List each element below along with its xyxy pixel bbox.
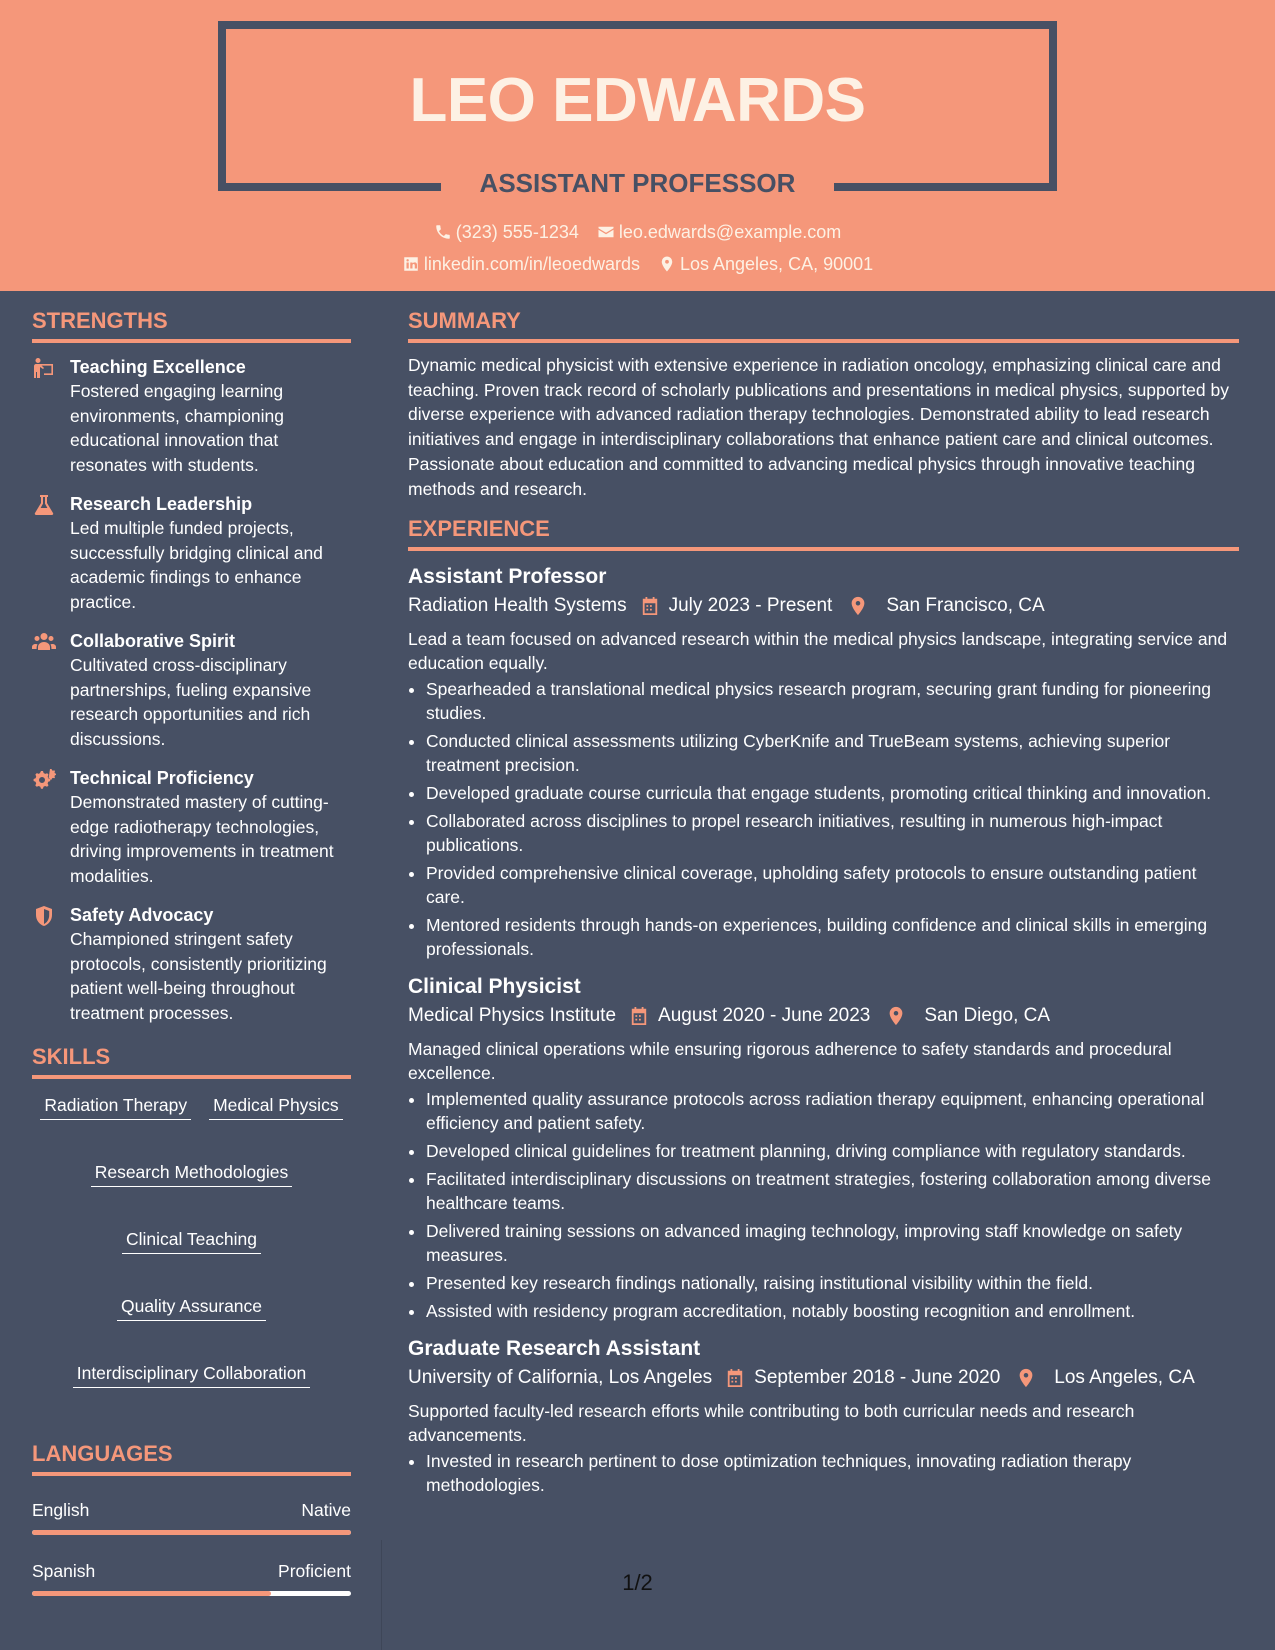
strength-item: [32, 766, 351, 888]
summary-heading: SUMMARY: [408, 307, 1239, 343]
job-bullet: • Invested in research pertinent to dose optimization techniques, innovating radiation therapy methodologies.: [426, 1449, 1239, 1497]
calendar-icon: [630, 1006, 648, 1026]
job-meta: [408, 591, 1239, 621]
strength-description: Cultivated cross-disciplinary partnerships, fueling expansive research opportunities and rich discussions.: [70, 655, 312, 749]
location-contact: [658, 252, 873, 276]
job-role: Assistant Professor: [408, 565, 607, 589]
job-bullet: • Delivered training sessions on advanced imaging technology, improving staff knowledge on safety measures.: [426, 1219, 1239, 1267]
flask-icon: [32, 492, 56, 614]
contact-row: [0, 220, 1275, 244]
job-bullet: • Assisted with residency program accreditation, notably boosting recognition and enrollment.: [426, 1299, 1239, 1323]
job-bullet: • Developed clinical guidelines for treatment planning, driving compliance with regulatory standards.: [426, 1139, 1239, 1163]
page-number: 1/2: [622, 1570, 653, 1595]
location-text: Los Angeles, CA, 90001: [679, 254, 874, 274]
skill-tag: Clinical Teaching: [122, 1227, 261, 1254]
left-column: [32, 307, 351, 1620]
shield-icon: [32, 903, 56, 1025]
linkedin-icon: [402, 255, 420, 273]
envelope-icon: [597, 223, 615, 241]
resume-header: [0, 0, 1275, 291]
map-pin-icon: [658, 255, 676, 273]
right-column: [408, 307, 1239, 1509]
job-meta: [408, 1001, 1239, 1031]
strength-item: [32, 355, 351, 477]
skills-heading: SKILLS: [32, 1043, 351, 1079]
job-location: San Francisco, CA: [886, 595, 1045, 617]
skill-tag: Quality Assurance: [117, 1294, 266, 1321]
job-entry: [408, 973, 1239, 1323]
language-name: Spanish: [32, 1561, 96, 1581]
job-bullet: • Implemented quality assurance protocols across radiation therapy equipment, enhancing operational efficiency and patient safety.: [426, 1087, 1239, 1135]
calendar-icon: [641, 596, 659, 616]
language-item: [32, 1498, 351, 1535]
map-pin-icon: [888, 1006, 904, 1026]
email-contact[interactable]: [597, 220, 841, 244]
job-dates: September 2018 - June 2020: [754, 1367, 1001, 1389]
strength-item: [32, 492, 351, 614]
contact-row: [0, 252, 1275, 276]
strength-title: Technical Proficiency: [70, 768, 254, 788]
job-bullet: • Presented key research findings nationally, raising institutional visibility within the field.: [426, 1271, 1239, 1295]
job-bullet: • Developed graduate course curricula that engage students, promoting critical thinking and innovation.: [426, 781, 1239, 805]
job-bullet: • Collaborated across disciplines to propel research initiatives, resulting in numerous high-impact publications.: [426, 809, 1239, 857]
gears-icon: [32, 766, 56, 888]
skill-tag: Interdisciplinary Collaboration: [73, 1361, 311, 1388]
strength-description: Led multiple funded projects, successfully bridging clinical and academic findings to enhance practice.: [70, 518, 323, 612]
job-entry: [408, 1335, 1239, 1497]
job-bullet: • Mentored residents through hands-on experiences, building confidence and clinical skills in emerging professionals.: [426, 913, 1239, 961]
strength-title: Collaborative Spirit: [70, 631, 236, 651]
job-location: San Diego, CA: [924, 1005, 1051, 1027]
strength-title: Research Leadership: [70, 494, 253, 514]
strength-title: Teaching Excellence: [70, 357, 246, 377]
job-entry: [408, 563, 1239, 961]
strength-item: [32, 903, 351, 1025]
strength-title: Safety Advocacy: [70, 905, 214, 925]
calendar-icon: [726, 1368, 744, 1388]
job-bullets: [408, 677, 1239, 961]
linkedin-contact[interactable]: [402, 252, 640, 276]
phone-icon: [434, 223, 452, 241]
experience-list: [408, 563, 1239, 1497]
strength-item: [32, 629, 351, 751]
phone-contact[interactable]: [434, 220, 579, 244]
job-description: Lead a team focused on advanced research within the medical physics landscape, integrating service and education equally.: [408, 629, 1228, 674]
summary-text: Dynamic medical physicist with extensive experience in radiation oncology, emphasizing clinical care and teaching. Proven track record of scholarly publications and presentations in medical physics, supported by diverse experience with advanced radiation therapy technologies. Demonstrated ability to lead research initiatives and engage in interdisciplinary collaborations that enhance patient care and clinical outcomes. Passionate about education and committed to advancing medical physics through innovative teaching methods and research.: [408, 355, 1229, 499]
job-dates: August 2020 - June 2023: [658, 1005, 871, 1027]
language-name: English: [32, 1500, 90, 1520]
strength-description: Demonstrated mastery of cutting-edge radiotherapy technologies, driving improvements in treatment modalities.: [70, 792, 334, 886]
skill-tag: Medical Physics: [209, 1093, 342, 1120]
candidate-name: LEO EDWARDS: [409, 66, 866, 135]
linkedin-text: linkedin.com/in/leoedwards: [423, 254, 640, 274]
job-role: Graduate Research Assistant: [408, 1337, 701, 1361]
phone-text: (323) 555-1234: [455, 222, 579, 242]
language-level: Proficient: [278, 1561, 351, 1581]
strength-description: Fostered engaging learning environments, championing educational innovation that resonates with students.: [70, 381, 285, 475]
languages-heading: LANGUAGES: [32, 1440, 351, 1476]
job-company: Medical Physics Institute: [408, 1005, 617, 1027]
job-location: Los Angeles, CA: [1054, 1367, 1195, 1389]
strength-description: Championed stringent safety protocols, consistently prioritizing patient well-being throughout treatment processes.: [70, 929, 327, 1023]
job-meta: [408, 1363, 1239, 1393]
skill-tag: Radiation Therapy: [40, 1093, 191, 1120]
language-proficiency-fill: [32, 1530, 351, 1535]
job-description: Supported faculty-led research efforts while contributing to both curricular needs and research advancements.: [408, 1401, 1135, 1446]
job-bullet: • Spearheaded a translational medical physics research program, securing grant funding for pioneering studies.: [426, 677, 1239, 725]
skill-tag: Research Methodologies: [91, 1160, 293, 1187]
job-bullet: • Facilitated interdisciplinary discussions on treatment strategies, fostering collaboration among diverse healthcare teams.: [426, 1167, 1239, 1215]
language-level: Native: [301, 1500, 351, 1520]
job-bullets: [408, 1087, 1239, 1323]
job-company: Radiation Health Systems: [408, 595, 627, 617]
job-company: University of California, Los Angeles: [408, 1367, 713, 1389]
email-text: leo.edwards@example.com: [618, 222, 842, 242]
skills-list: [32, 1091, 351, 1396]
chalkboard-teacher-icon: [32, 355, 56, 477]
candidate-title: ASSISTANT PROFESSOR: [479, 168, 796, 198]
map-pin-icon: [1018, 1368, 1034, 1388]
job-role: Clinical Physicist: [408, 975, 581, 999]
job-bullets: [408, 1449, 1239, 1497]
job-bullet: • Provided comprehensive clinical coverage, upholding safety protocols to ensure outstanding patient care.: [426, 861, 1239, 909]
strengths-heading: STRENGTHS: [32, 307, 351, 343]
users-icon: [32, 629, 56, 751]
job-dates: July 2023 - Present: [668, 595, 833, 617]
strengths-list: [32, 355, 351, 1025]
map-pin-icon: [850, 596, 866, 616]
experience-heading: EXPERIENCE: [408, 515, 1239, 551]
job-description: Managed clinical operations while ensuring rigorous adherence to safety standards and procedural excellence.: [408, 1039, 1172, 1084]
job-bullet: • Conducted clinical assessments utilizing CyberKnife and TrueBeam systems, achieving superior treatment precision.: [426, 729, 1239, 777]
language-proficiency-bar: [32, 1530, 351, 1535]
